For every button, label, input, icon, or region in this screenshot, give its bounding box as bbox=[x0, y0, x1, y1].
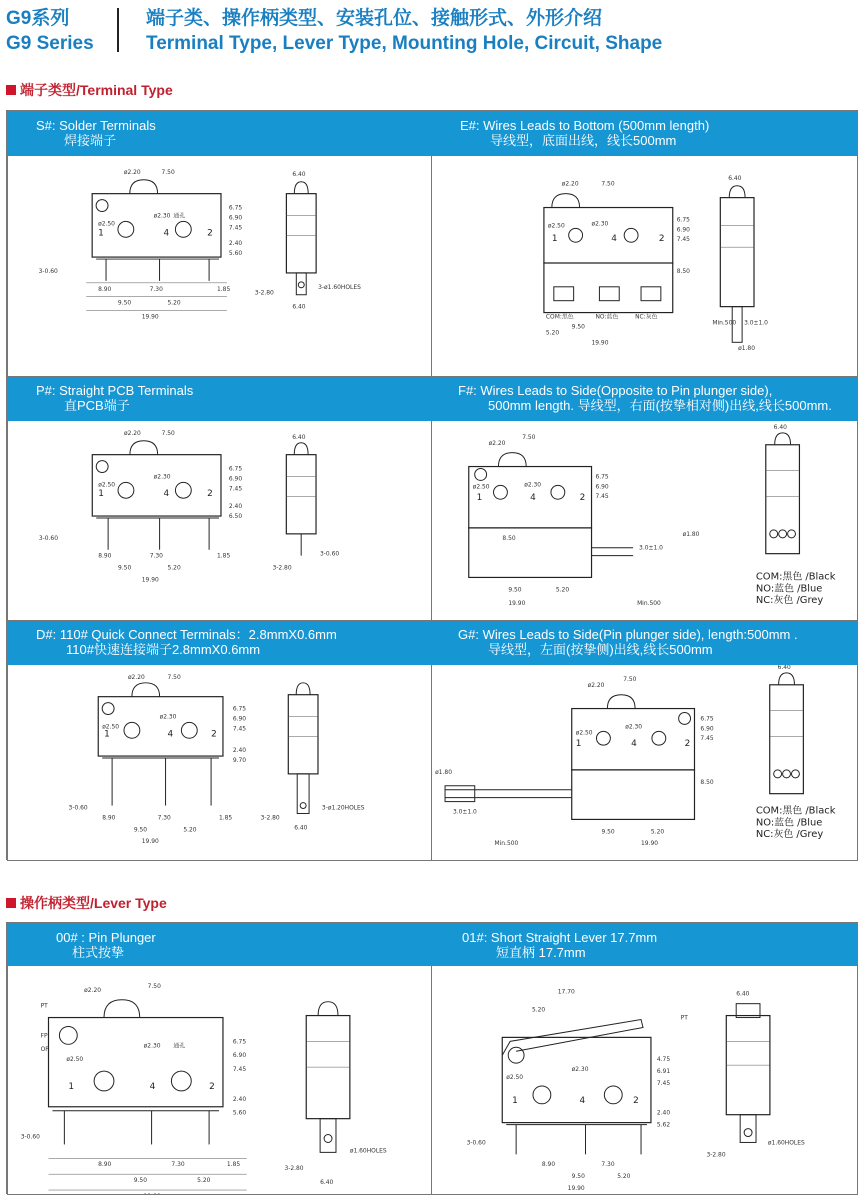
svg-text:ø2.50: ø2.50 bbox=[102, 723, 120, 731]
svg-text:Min.500: Min.500 bbox=[712, 319, 737, 327]
svg-text:6.90: 6.90 bbox=[228, 475, 243, 483]
svg-text:7.50: 7.50 bbox=[601, 180, 615, 188]
svg-text:1.85: 1.85 bbox=[219, 814, 233, 822]
svg-text:ø2.30: ø2.30 bbox=[524, 481, 542, 489]
svg-text:5.20: 5.20 bbox=[531, 1006, 546, 1014]
svg-text:ø2.30: ø2.30 bbox=[571, 1066, 589, 1074]
svg-text:4: 4 bbox=[163, 228, 170, 239]
svg-text:通孔: 通孔 bbox=[173, 1042, 186, 1050]
svg-text:1: 1 bbox=[68, 1081, 74, 1092]
svg-text:7.30: 7.30 bbox=[149, 285, 163, 293]
svg-text:ø2.50: ø2.50 bbox=[472, 483, 490, 491]
svg-text:ø2.50: ø2.50 bbox=[66, 1056, 84, 1064]
svg-text:3.0±1.0: 3.0±1.0 bbox=[744, 319, 768, 327]
svg-text:ø2.50: ø2.50 bbox=[575, 729, 593, 737]
svg-text:5.60: 5.60 bbox=[228, 250, 243, 258]
svg-text:6.90: 6.90 bbox=[228, 214, 243, 222]
svg-text:ø2.20: ø2.20 bbox=[587, 681, 605, 689]
svg-text:ø2.20: ø2.20 bbox=[127, 673, 145, 681]
page-title bbox=[146, 6, 662, 56]
svg-text:5.20: 5.20 bbox=[545, 329, 560, 337]
svg-text:Min.500: Min.500 bbox=[637, 600, 661, 608]
cell-caption: D#: 110# Quick Connect Terminals：2.8mmX0.6mm 110#快速连接端子2.8mmX0.6mm bbox=[8, 621, 431, 665]
svg-text:ø1.60HOLES: ø1.60HOLES bbox=[767, 1139, 805, 1147]
svg-text:5.20: 5.20 bbox=[167, 564, 181, 572]
svg-text:4: 4 bbox=[611, 234, 617, 245]
svg-text:1: 1 bbox=[476, 493, 483, 504]
svg-text:6.50: 6.50 bbox=[228, 513, 243, 521]
svg-text:6.75: 6.75 bbox=[700, 715, 714, 723]
svg-text:5.20: 5.20 bbox=[650, 828, 665, 836]
svg-text:ø2.20: ø2.20 bbox=[561, 180, 579, 188]
svg-text:COM:黑色 /Black: COM:黑色 /Black bbox=[755, 571, 836, 583]
svg-text:7.45: 7.45 bbox=[700, 735, 714, 743]
svg-text:NO:蓝色 /Blue: NO:蓝色 /Blue bbox=[755, 583, 823, 595]
cell-caption: 01#: Short Straight Lever 17.7mm 短直柄 17.7mm bbox=[432, 924, 857, 966]
svg-text:4: 4 bbox=[579, 1095, 586, 1106]
switch-drawing bbox=[432, 665, 857, 860]
svg-text:5.20: 5.20 bbox=[617, 1173, 631, 1181]
svg-text:6.40: 6.40 bbox=[736, 990, 750, 998]
svg-text:9.50: 9.50 bbox=[117, 299, 132, 307]
svg-text:3-ø1.20HOLES: 3-ø1.20HOLES bbox=[321, 804, 365, 812]
svg-text:19.90: 19.90 bbox=[141, 313, 159, 321]
svg-text:2.40: 2.40 bbox=[656, 1109, 671, 1117]
terminal-cell-f bbox=[431, 376, 858, 621]
switch-drawing bbox=[432, 156, 857, 376]
svg-text:7.50: 7.50 bbox=[161, 429, 175, 437]
svg-text:7.30: 7.30 bbox=[157, 814, 171, 822]
svg-text:7.50: 7.50 bbox=[522, 433, 536, 441]
svg-text:9.50: 9.50 bbox=[133, 826, 148, 834]
svg-text:3-0.60: 3-0.60 bbox=[68, 804, 88, 812]
svg-text:4: 4 bbox=[149, 1081, 156, 1092]
svg-text:1: 1 bbox=[98, 489, 104, 500]
svg-text:6.40: 6.40 bbox=[294, 824, 308, 832]
svg-text:7.30: 7.30 bbox=[601, 1161, 615, 1169]
bullet-square-icon bbox=[6, 898, 16, 908]
svg-text:NC:灰色: NC:灰色 bbox=[635, 313, 658, 321]
svg-text:3-2.80: 3-2.80 bbox=[706, 1151, 726, 1159]
svg-text:6.90: 6.90 bbox=[595, 483, 609, 491]
cell-caption: P#: Straight PCB Terminals 直PCB端子 bbox=[8, 377, 431, 421]
svg-text:3-0.60: 3-0.60 bbox=[319, 550, 340, 558]
svg-text:ø2.30: ø2.30 bbox=[625, 723, 643, 731]
terminal-cell-d bbox=[7, 620, 432, 861]
svg-text:4: 4 bbox=[167, 729, 174, 740]
svg-text:1: 1 bbox=[104, 729, 110, 740]
svg-text:7.30: 7.30 bbox=[171, 1161, 185, 1169]
svg-text:7.50: 7.50 bbox=[161, 168, 175, 176]
svg-text:5.20: 5.20 bbox=[183, 826, 197, 834]
svg-text:OP: OP bbox=[40, 1046, 49, 1054]
svg-text:8.50: 8.50 bbox=[700, 778, 714, 786]
svg-text:FP: FP bbox=[40, 1032, 48, 1040]
svg-text:19.90: 19.90 bbox=[567, 1185, 585, 1193]
terminal-cell-p bbox=[7, 376, 432, 621]
svg-text:8.90: 8.90 bbox=[102, 814, 116, 822]
svg-text:6.40: 6.40 bbox=[292, 303, 306, 311]
svg-text:7.45: 7.45 bbox=[232, 725, 247, 733]
svg-text:ø1.80: ø1.80 bbox=[738, 345, 756, 353]
svg-text:2.40: 2.40 bbox=[228, 503, 243, 511]
svg-text:8.90: 8.90 bbox=[541, 1161, 556, 1169]
switch-drawing bbox=[432, 966, 857, 1194]
terminal-cell-e bbox=[431, 111, 858, 377]
switch-drawing bbox=[8, 421, 431, 620]
svg-text:6.75: 6.75 bbox=[228, 204, 243, 212]
svg-text:6.75: 6.75 bbox=[595, 473, 609, 481]
drawing-short-lever bbox=[432, 966, 857, 1194]
svg-text:6.90: 6.90 bbox=[676, 226, 690, 234]
series-title bbox=[6, 6, 94, 56]
svg-text:6.40: 6.40 bbox=[320, 1179, 334, 1187]
svg-text:6.75: 6.75 bbox=[232, 1038, 247, 1046]
svg-text:5.20: 5.20 bbox=[197, 1177, 211, 1185]
svg-text:19.90 bbox=[144, 1193, 161, 1194]
drawing-quick-connect bbox=[8, 665, 431, 860]
svg-text:ø2.30: ø2.30 bbox=[153, 212, 171, 220]
svg-text:5.60: 5.60 bbox=[232, 1109, 247, 1117]
svg-text:PT: PT bbox=[680, 1014, 688, 1022]
svg-text:2: 2 bbox=[207, 489, 213, 500]
cell-caption: E#: Wires Leads to Bottom (500mm length) 导线型，底面出线，线长500mm bbox=[432, 112, 857, 156]
svg-text:17.70: 17.70 bbox=[557, 988, 575, 996]
svg-text:19.90: 19.90 bbox=[641, 840, 659, 848]
svg-text:9.50: 9.50 bbox=[601, 828, 615, 836]
svg-text:1.85: 1.85 bbox=[217, 285, 231, 293]
svg-text:3-0.60: 3-0.60 bbox=[38, 534, 58, 542]
svg-text:6.90: 6.90 bbox=[232, 715, 247, 723]
svg-text:3-0.60: 3-0.60 bbox=[466, 1139, 486, 1147]
svg-text:7.45: 7.45 bbox=[228, 224, 243, 232]
svg-text:NO:蓝色: NO:蓝色 bbox=[595, 313, 619, 321]
svg-text:ø2.30: ø2.30 bbox=[153, 473, 171, 481]
svg-text:2.40: 2.40 bbox=[232, 747, 247, 755]
lever-cell-pin-plunger bbox=[7, 923, 432, 1195]
svg-text:19.90: 19.90 bbox=[141, 838, 159, 846]
svg-text:7.45: 7.45 bbox=[656, 1079, 671, 1087]
svg-text:ø2.20: ø2.20 bbox=[123, 429, 141, 437]
svg-text:6.90: 6.90 bbox=[232, 1052, 247, 1060]
lever-section-heading: 操作柄类型/Lever Type bbox=[6, 893, 167, 913]
svg-text:2.40: 2.40 bbox=[232, 1095, 247, 1103]
svg-text:5.20: 5.20 bbox=[555, 586, 570, 594]
svg-text:8.90: 8.90 bbox=[98, 552, 112, 560]
cell-caption: F#: Wires Leads to Side(Opposite to Pin plunger side), 500mm length. 导线型，右面(按挚相对侧)出线,线长500mm. bbox=[432, 377, 857, 421]
switch-drawing bbox=[432, 421, 857, 620]
svg-text:8.90: 8.90 bbox=[98, 285, 112, 293]
svg-text:3-0.60: 3-0.60 bbox=[38, 267, 58, 275]
svg-text:4: 4 bbox=[163, 489, 170, 500]
svg-text:2: 2 bbox=[633, 1095, 639, 1106]
title-cn: 端子类、操作柄类型、安装孔位、接触形式、外形介绍 bbox=[146, 8, 603, 29]
svg-text:6.91: 6.91 bbox=[656, 1068, 671, 1076]
svg-text:NO:蓝色 /Blue: NO:蓝色 /Blue bbox=[755, 817, 823, 829]
terminal-grid bbox=[6, 110, 858, 860]
svg-text:8.50: 8.50 bbox=[676, 267, 690, 275]
svg-text:2: 2 bbox=[211, 729, 217, 740]
header-divider bbox=[117, 8, 119, 52]
svg-text:COM:黑色: COM:黑色 bbox=[545, 313, 574, 321]
svg-text:7.50: 7.50 bbox=[167, 673, 181, 681]
svg-text:1: 1 bbox=[98, 228, 104, 239]
svg-text:6.75: 6.75 bbox=[232, 705, 247, 713]
svg-text:2: 2 bbox=[658, 234, 665, 245]
svg-text:8.90: 8.90 bbox=[98, 1161, 112, 1169]
svg-text:ø2.20: ø2.20 bbox=[123, 168, 141, 176]
svg-text:6.40: 6.40 bbox=[292, 433, 306, 441]
lever-grid bbox=[6, 922, 858, 1194]
svg-text:ø2.50: ø2.50 bbox=[98, 220, 115, 228]
svg-text:5.62: 5.62 bbox=[656, 1121, 671, 1129]
svg-text:2: 2 bbox=[209, 1081, 215, 1092]
terminal-section-heading: 端子类型/Terminal Type bbox=[6, 80, 173, 100]
cell-caption: G#: Wires Leads to Side(Pin plunger side), length:500mm . 导线型，左面(按挚侧)出线,线长500mm bbox=[432, 621, 857, 665]
svg-text:ø2.50: ø2.50 bbox=[506, 1074, 524, 1082]
svg-text:COM:黑色 /Black: COM:黑色 /Black bbox=[755, 805, 836, 817]
svg-text:ø2.30: ø2.30 bbox=[143, 1042, 161, 1050]
svg-text:PT: PT bbox=[40, 1002, 48, 1010]
svg-text:6.40: 6.40 bbox=[728, 174, 742, 182]
terminal-cell-g bbox=[431, 620, 858, 861]
drawing-pcb-terminals bbox=[8, 421, 431, 620]
svg-text:3.0±1.0: 3.0±1.0 bbox=[639, 544, 663, 552]
svg-text:ø2.30: ø2.30 bbox=[159, 713, 177, 721]
svg-text:4: 4 bbox=[530, 493, 536, 504]
svg-text:2: 2 bbox=[684, 739, 691, 750]
svg-text:7.50: 7.50 bbox=[147, 982, 161, 990]
svg-text:3-0.60: 3-0.60 bbox=[20, 1133, 40, 1141]
svg-text:3-2.80: 3-2.80 bbox=[260, 814, 280, 822]
svg-text:19.90: 19.90 bbox=[141, 576, 159, 584]
svg-text:3-2.80: 3-2.80 bbox=[254, 289, 274, 297]
title-en: Terminal Type, Lever Type, Mounting Hole, Circuit, Shape bbox=[146, 33, 663, 54]
svg-text:9.50: 9.50 bbox=[118, 564, 132, 572]
svg-text:ø1.80: ø1.80 bbox=[435, 768, 452, 776]
svg-text:9.50: 9.50 bbox=[571, 323, 585, 331]
svg-text:7.50: 7.50 bbox=[623, 675, 637, 683]
svg-text:19.90: 19.90 bbox=[508, 600, 526, 608]
svg-text:7.30: 7.30 bbox=[149, 552, 163, 560]
bullet-square-icon bbox=[6, 85, 16, 95]
series-cn: G9系列 bbox=[6, 8, 70, 29]
svg-text:ø1.60HOLES: ø1.60HOLES bbox=[349, 1147, 387, 1155]
svg-text:6.40: 6.40 bbox=[292, 170, 306, 178]
switch-drawing bbox=[8, 156, 431, 376]
svg-text:6.75: 6.75 bbox=[228, 465, 243, 473]
svg-text:1: 1 bbox=[551, 234, 558, 245]
drawing-solder-terminals bbox=[8, 156, 431, 376]
svg-text:3-ø1.60HOLES: 3-ø1.60HOLES bbox=[318, 283, 361, 291]
svg-text:ø2.50: ø2.50 bbox=[547, 222, 565, 230]
svg-text:2: 2 bbox=[207, 228, 213, 239]
svg-text:7.45: 7.45 bbox=[228, 485, 243, 493]
svg-text:ø2.20: ø2.20 bbox=[488, 439, 506, 447]
svg-text:6.90: 6.90 bbox=[700, 725, 714, 733]
svg-text:9.50: 9.50 bbox=[571, 1173, 585, 1181]
svg-text:2: 2 bbox=[579, 493, 586, 504]
svg-text:1: 1 bbox=[512, 1095, 518, 1106]
svg-text:ø1.80: ø1.80 bbox=[682, 530, 700, 538]
svg-text:Min.500: Min.500 bbox=[494, 840, 519, 848]
svg-text:2.40: 2.40 bbox=[228, 240, 243, 248]
svg-text:4: 4 bbox=[631, 739, 637, 750]
svg-text:9.50: 9.50 bbox=[133, 1177, 147, 1185]
svg-text:NC:灰色 /Grey: NC:灰色 /Grey bbox=[755, 829, 824, 841]
svg-text:9.50: 9.50 bbox=[508, 586, 522, 594]
svg-text:7.45: 7.45 bbox=[595, 493, 609, 501]
series-en: G9 Series bbox=[6, 33, 94, 54]
svg-text:9.70: 9.70 bbox=[232, 757, 247, 765]
svg-text:1: 1 bbox=[575, 739, 582, 750]
svg-text:6.75: 6.75 bbox=[676, 216, 690, 224]
svg-text:4.75: 4.75 bbox=[656, 1056, 671, 1064]
svg-text:ø2.30: ø2.30 bbox=[591, 220, 609, 228]
svg-text:19.90: 19.90 bbox=[591, 339, 609, 347]
svg-text:5.20: 5.20 bbox=[167, 299, 181, 307]
svg-text:通孔: 通孔 bbox=[173, 212, 186, 220]
svg-text:3-2.80: 3-2.80 bbox=[272, 564, 292, 572]
terminal-cell-s bbox=[7, 111, 432, 377]
svg-text:1.85: 1.85 bbox=[226, 1161, 241, 1169]
drawing-wires-side-plunger bbox=[432, 665, 857, 860]
svg-text:ø2.50: ø2.50 bbox=[98, 481, 116, 489]
svg-text:6.40: 6.40 bbox=[773, 423, 787, 431]
svg-text:NC:灰色 /Grey: NC:灰色 /Grey bbox=[755, 595, 824, 607]
cell-caption: 00# : Pin Plunger 柱式按挚 bbox=[8, 924, 431, 966]
svg-text:6.40: 6.40 bbox=[777, 665, 791, 671]
drawing-wires-bottom bbox=[432, 156, 857, 376]
svg-text:7.45: 7.45 bbox=[676, 236, 690, 244]
svg-text:1.85: 1.85 bbox=[217, 552, 231, 560]
page-header bbox=[0, 0, 860, 60]
switch-drawing bbox=[8, 966, 431, 1194]
switch-drawing bbox=[8, 665, 431, 860]
drawing-wires-side-opposite bbox=[432, 421, 857, 620]
lever-cell-short-straight bbox=[431, 923, 858, 1195]
drawing-pin-plunger bbox=[8, 966, 431, 1194]
svg-text:ø2.20: ø2.20 bbox=[84, 986, 102, 994]
svg-text:7.45: 7.45 bbox=[232, 1066, 247, 1074]
cell-caption: S#: Solder Terminals 焊接端子 bbox=[8, 112, 431, 156]
svg-text:8.50: 8.50 bbox=[502, 534, 516, 542]
svg-text:3-2.80: 3-2.80 bbox=[284, 1165, 304, 1173]
svg-text:3.0±1.0: 3.0±1.0 bbox=[452, 808, 477, 816]
